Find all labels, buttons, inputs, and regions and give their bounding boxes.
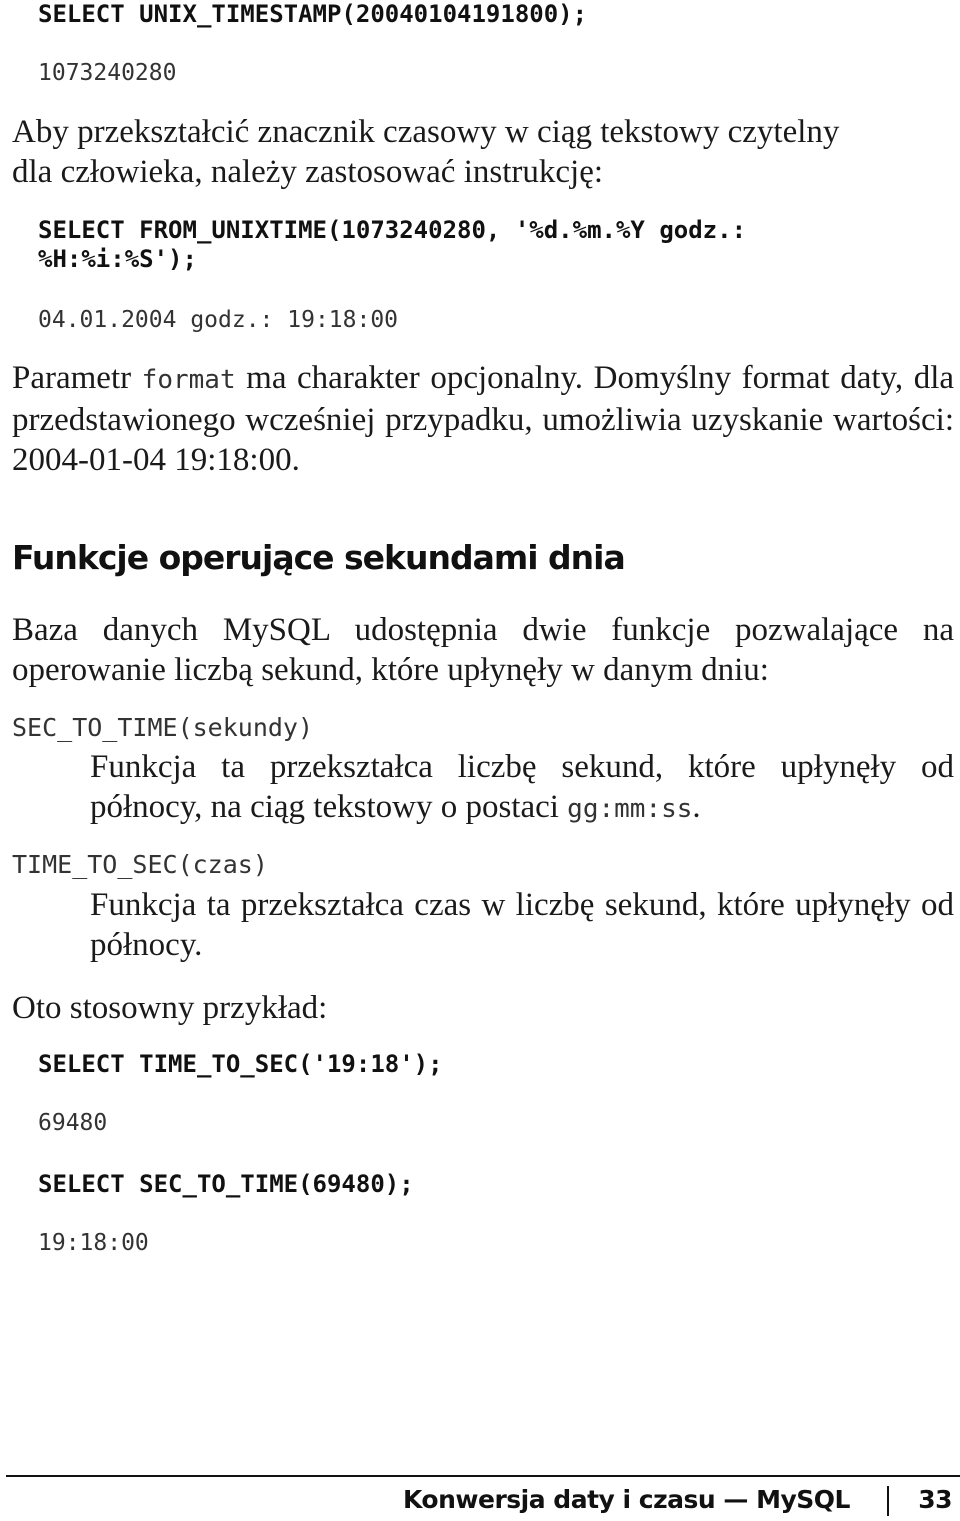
footer-rule <box>6 1475 960 1477</box>
definition-term-time-to-sec: TIME_TO_SEC(czas) <box>12 850 268 879</box>
text-segment: . <box>692 789 701 825</box>
paragraph-format-parameter <box>12 358 954 480</box>
code-line-time-to-sec: SELECT TIME_TO_SEC('19:18'); <box>38 1050 443 1078</box>
code-output-seconds: 69480 <box>38 1110 108 1136</box>
code-line-unix-timestamp: SELECT UNIX_TIMESTAMP(20040104191800); <box>38 0 588 28</box>
code-line-from-unixtime: SELECT FROM_UNIXTIME(1073240280, '%d.%m.%Y godz.: <box>38 216 747 244</box>
inline-code-format: format <box>141 365 236 395</box>
text-segment: Funkcja ta przekształca liczbę sekund, które upłynęły od północy, na ciąg tekstowy o postaci <box>90 749 954 825</box>
text-segment: Parametr <box>12 360 142 396</box>
code-output-formatted-date: 04.01.2004 godz.: 19:18:00 <box>38 307 399 333</box>
paragraph-section-intro: Baza danych MySQL udostępnia dwie funkcje pozwalające na operowanie liczbą sekund, które upłynęły w danym dniu: <box>12 612 954 688</box>
paragraph-line: Aby przekształcić znacznik czasowy w ciąg tekstowy czytelny <box>12 114 840 150</box>
paragraph-line: dla człowieka, należy zastosować instrukcję: <box>12 154 604 190</box>
footer-page-number: 33 <box>918 1485 952 1514</box>
section-heading: Funkcje operujące sekundami dnia <box>12 538 625 577</box>
code-output-time: 19:18:00 <box>38 1230 149 1256</box>
code-line-sec-to-time: SELECT SEC_TO_TIME(69480); <box>38 1170 414 1198</box>
text-segment: ma charakter opcjonalny. Domyślny format daty, dla przedstawionego wcześniej przypadku, umożliwia uzyskanie wartości: 2004-01-04 19:18:00. <box>12 360 955 478</box>
inline-code-time-format: gg:mm:ss <box>567 794 693 824</box>
definition-desc-sec-to-time <box>90 747 954 829</box>
paragraph-example-intro: Oto stosowny przykład: <box>12 990 328 1026</box>
definition-desc-time-to-sec: Funkcja ta przekształca czas w liczbę sekund, które upłynęły od północy. <box>90 887 954 963</box>
footer-chapter-title: Konwersja daty i czasu — MySQL <box>403 1485 850 1514</box>
code-line-format-continued: %H:%i:%S'); <box>38 245 197 273</box>
definition-term-sec-to-time: SEC_TO_TIME(sekundy) <box>12 713 314 742</box>
footer-separator <box>887 1486 889 1516</box>
paragraph-convert-intro <box>12 112 957 192</box>
code-output-timestamp: 1073240280 <box>38 60 177 86</box>
